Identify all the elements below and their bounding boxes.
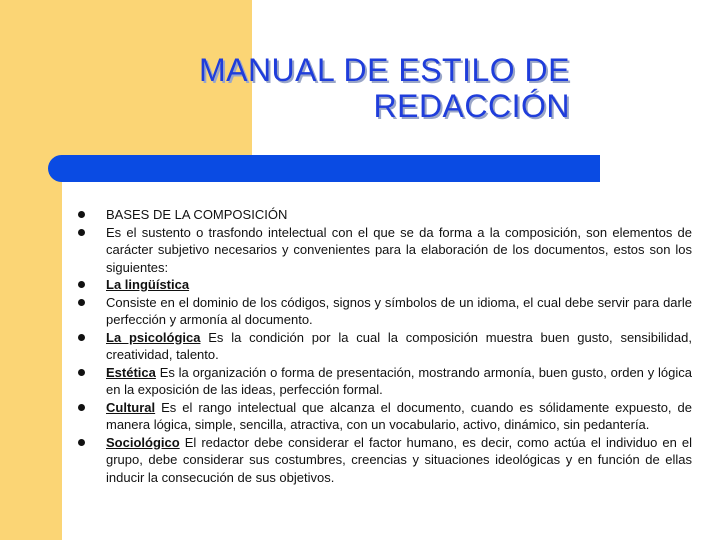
bullet-text: BASES DE LA COMPOSICIÓN xyxy=(106,207,288,222)
bullet-heading: Sociológico xyxy=(106,434,180,450)
bullet-icon xyxy=(78,211,85,218)
bullet-heading: La psicológica xyxy=(106,329,201,345)
bullet-text: El redactor debe considerar el factor humano, es decir, como actúa el individuo en el grupo, debe considerar sus costumbres, creencias y situaciones ideológicas y en función de ellas inducir la consecución de sus objetivos. xyxy=(106,434,692,485)
page-title xyxy=(130,52,570,124)
bullet-text: Consiste en el dominio de los códigos, signos y símbolos de un idioma, el cual debe servir para darle perfección y armonía al documento. xyxy=(106,294,692,327)
bullet-heading: Estética xyxy=(106,364,156,380)
list-item xyxy=(78,329,692,364)
list-item xyxy=(78,399,692,434)
bullet-text: Es la condición por la cual la composición muestra buen gusto, sensibilidad, creatividad, talento. xyxy=(106,329,692,362)
bullet-text: Es el sustento o trasfondo intelectual con el que se da forma a la composición, son elementos de carácter subjetivo necesarios y convenientes para la elaboración de los documentos, estos son los siguientes: xyxy=(106,224,692,275)
list-item xyxy=(78,294,692,329)
bullet-list xyxy=(78,206,692,486)
title-line-2: REDACCIÓN xyxy=(373,88,570,124)
bullet-icon xyxy=(78,334,85,341)
bullet-icon xyxy=(78,229,85,236)
bullet-icon xyxy=(78,299,85,306)
title-rule xyxy=(48,155,600,182)
accent-strip xyxy=(0,158,62,540)
bullet-icon xyxy=(78,439,85,446)
list-item xyxy=(78,434,692,487)
list-item xyxy=(78,364,692,399)
bullet-heading: La lingüística xyxy=(106,277,190,292)
bullet-heading: Cultural xyxy=(106,399,156,415)
list-item xyxy=(78,206,692,224)
bullet-icon xyxy=(78,404,85,411)
bullet-text: Es el rango intelectual que alcanza el documento, cuando es sólidamente expuesto, de manera lógica, simple, sencilla, atractiva, con un vocabulario, activo, dinámico, sin pedantería. xyxy=(106,399,692,432)
bullet-icon xyxy=(78,281,85,288)
bullet-icon xyxy=(78,369,85,376)
list-item xyxy=(78,224,692,277)
list-item xyxy=(78,276,692,294)
title-line-1: MANUAL DE ESTILO DE xyxy=(198,52,570,88)
bullet-text: Es la organización o forma de presentación, mostrando armonía, buen gusto, orden y lógica en la exposición de las ideas, perfección formal. xyxy=(106,364,692,397)
